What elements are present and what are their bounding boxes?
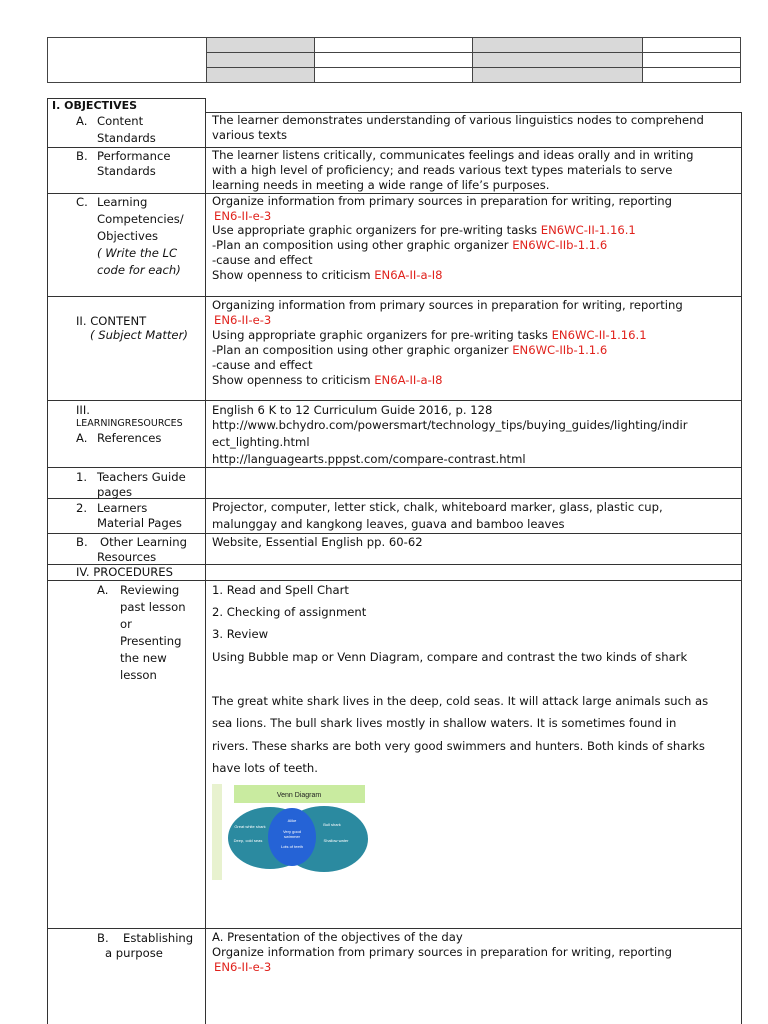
content-code: EN6WC-II-1.16.1 bbox=[551, 328, 647, 342]
competency-line: Show openness to criticism EN6A-II-a-I8 bbox=[212, 268, 443, 282]
content-label: ( Subject Matter) bbox=[90, 328, 188, 342]
content-standards-label: Standards bbox=[97, 131, 156, 145]
label-number: 2. bbox=[76, 501, 88, 515]
other-resources-label: Other Learning bbox=[100, 535, 187, 549]
venn-title: Venn Diagram bbox=[276, 792, 322, 799]
establishing-label: Establishing bbox=[123, 931, 194, 945]
content-standards-text: The learner demonstrates understanding of various linguistics nodes to comprehend bbox=[212, 113, 704, 127]
procedure-step: 1. Read and Spell Chart bbox=[212, 583, 349, 597]
teachers-guide-label: Teachers Guide bbox=[97, 470, 186, 484]
content-line: Organizing information from primary sources in preparation for writing, reporting bbox=[212, 298, 683, 312]
content-standards-text: various texts bbox=[212, 128, 288, 142]
reference-link: ect_lighting.html bbox=[212, 435, 310, 449]
procedures-heading: IV. PROCEDURES bbox=[76, 565, 173, 579]
content-code: EN6WC-IIb-1.1.6 bbox=[512, 343, 608, 357]
procedure-step: 2. Checking of assignment bbox=[212, 605, 367, 619]
label-letter: B. bbox=[97, 931, 109, 945]
venn-right-title: Bull shark bbox=[323, 822, 341, 827]
shark-paragraph: rivers. These sharks are both very good swimmers and hunters. Both kinds of sharks bbox=[212, 739, 705, 753]
content-line: Using appropriate graphic organizers for pre-writing tasks EN6WC-II-1.16.1 bbox=[212, 328, 647, 342]
teachers-guide-label: pages bbox=[97, 485, 132, 499]
establishing-label: a purpose bbox=[105, 946, 163, 960]
learners-material-label: Learners bbox=[97, 501, 148, 515]
label-letter: A. bbox=[76, 431, 88, 445]
competency-code: EN6WC-IIb-1.1.6 bbox=[512, 238, 608, 252]
performance-standards-label: Performance bbox=[97, 149, 171, 163]
competencies-label: Learning bbox=[97, 195, 148, 209]
venn-left-title: Great white shark bbox=[234, 824, 266, 829]
competency-line: -cause and effect bbox=[212, 253, 313, 267]
reviewing-label: or bbox=[120, 617, 132, 631]
other-resources-label: Resources bbox=[97, 550, 157, 564]
label-number: 1. bbox=[76, 470, 88, 484]
label-letter: A. bbox=[97, 583, 109, 597]
shark-paragraph: sea lions. The bull shark lives mostly in shallow waters. It is sometimes found in bbox=[212, 716, 677, 730]
content-standards-label: Content bbox=[97, 114, 144, 128]
content-code: EN6-II-e-3 bbox=[214, 313, 272, 327]
venn-center-title: Alike bbox=[287, 818, 297, 823]
procedure-step: 3. Review bbox=[212, 627, 269, 641]
purpose-text: A. Presentation of the objectives of the day bbox=[212, 930, 463, 944]
label-letter: C. bbox=[76, 195, 88, 209]
materials-text: malunggay and kangkong leaves, guava and bamboo leaves bbox=[212, 517, 565, 531]
competency-code: EN6-II-e-3 bbox=[214, 209, 272, 223]
resources-label: LEARNINGRESOURCES bbox=[76, 418, 183, 429]
objectives-heading: I. OBJECTIVES bbox=[52, 99, 138, 112]
content-line: Show openness to criticism EN6A-II-a-I8 bbox=[212, 373, 443, 387]
competency-line: Use appropriate graphic organizers for pre-writing tasks EN6WC-II-1.16.1 bbox=[212, 223, 636, 237]
purpose-code: EN6-II-e-3 bbox=[214, 960, 272, 974]
competencies-label: Objectives bbox=[97, 229, 159, 243]
content-code: EN6A-II-a-I8 bbox=[374, 373, 443, 387]
competency-line: Organize information from primary sources in preparation for writing, reporting bbox=[212, 194, 672, 208]
reviewing-label: lesson bbox=[120, 668, 157, 682]
reviewing-label: Reviewing bbox=[120, 583, 180, 597]
materials-text: Projector, computer, letter stick, chalk, whiteboard marker, glass, plastic cup, bbox=[212, 500, 663, 514]
reviewing-label: Presenting bbox=[120, 634, 182, 648]
procedure-instruction: Using Bubble map or Venn Diagram, compare and contrast the two kinds of shark bbox=[212, 650, 688, 664]
other-resources-text: Website, Essential English pp. 60-62 bbox=[212, 535, 423, 549]
content-line: -Plan an composition using other graphic organizer EN6WC-IIb-1.1.6 bbox=[212, 343, 608, 357]
competency-line: -Plan an composition using other graphic organizer EN6WC-IIb-1.1.6 bbox=[212, 238, 608, 252]
reviewing-label: the new bbox=[120, 651, 167, 665]
shark-paragraph: The great white shark lives in the deep, cold seas. It will attack large animals such as bbox=[212, 694, 709, 708]
resources-label: III. bbox=[76, 403, 90, 417]
references-label: References bbox=[97, 431, 162, 445]
performance-standards-text: with a high level of proficiency; and reads various text types materials to serve bbox=[212, 163, 673, 177]
label-letter: A. bbox=[76, 114, 88, 128]
learners-material-label: Material Pages bbox=[97, 516, 182, 530]
reference-link: http://languagearts.pppst.com/compare-contrast.html bbox=[212, 452, 526, 466]
purpose-text: Organize information from primary sources in preparation for writing, reporting bbox=[212, 945, 672, 959]
venn-center-detail: swimmer bbox=[284, 834, 300, 839]
performance-standards-text: learning needs in meeting a wide range of life’s purposes. bbox=[212, 178, 550, 192]
performance-standards-label: Standards bbox=[97, 164, 156, 178]
venn-left-detail: Deep, cold seas bbox=[233, 838, 263, 843]
content-label: II. CONTENT bbox=[76, 314, 147, 328]
content-line: -cause and effect bbox=[212, 358, 313, 372]
venn-right-detail: Shallow water bbox=[323, 838, 349, 843]
shark-paragraph: have lots of teeth. bbox=[212, 761, 318, 775]
reviewing-label: past lesson bbox=[120, 600, 186, 614]
competencies-label: Competencies/ bbox=[97, 212, 184, 226]
competency-code: EN6A-II-a-I8 bbox=[374, 268, 443, 282]
performance-standards-text: The learner listens critically, communicates feelings and ideas orally and in writing bbox=[212, 148, 694, 162]
label-letter: B. bbox=[76, 535, 88, 549]
competencies-label: code for each) bbox=[97, 263, 181, 277]
venn-center-detail: Lots of teeth bbox=[280, 844, 304, 849]
venn-diagram-image bbox=[212, 784, 372, 880]
competency-code: EN6WC-II-1.16.1 bbox=[540, 223, 636, 237]
label-letter: B. bbox=[76, 149, 88, 163]
venn-center-detail: Very good bbox=[282, 829, 302, 834]
reference-text: English 6 K to 12 Curriculum Guide 2016, p. 128 bbox=[212, 403, 493, 417]
reference-link: http://www.bchydro.com/powersmart/technology_tips/buying_guides/lighting/indir bbox=[212, 418, 688, 432]
competencies-label: ( Write the LC bbox=[97, 246, 178, 260]
